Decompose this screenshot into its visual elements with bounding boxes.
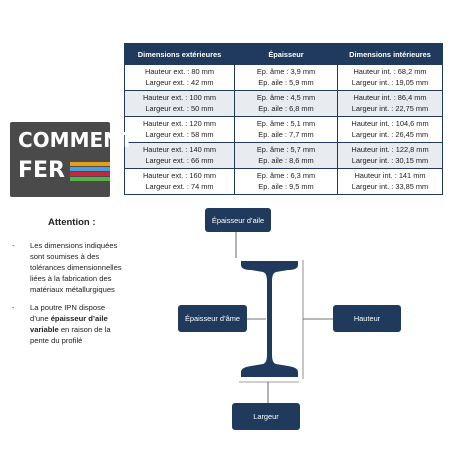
cell-epaisseur: Ep. âme : 6,3 mm Ep. aile : 9,5 mm [235, 169, 338, 195]
cell-dimensions-exterieures: Hauteur ext. : 80 mm Largeur ext. : 42 mm [125, 65, 235, 91]
cell-epaisseur: Ep. âme : 5,7 mm Ep. aile : 8,6 mm [235, 143, 338, 169]
label-epaisseur-aile: Épaisseur d’aile [205, 208, 271, 232]
cell-epaisseur: Ep. âme : 5,1 mm Ep. aile : 7,7 mm [235, 117, 338, 143]
cell-dimensions-exterieures: Hauteur ext. : 100 mm Largeur ext. : 50 mm [125, 91, 235, 117]
cell-dimensions-interieures: Hauteur int. : 68,2 mm Largeur int. : 19,05 mm [338, 65, 443, 91]
cell-dimensions-interieures: Hauteur int. : 104,6 mm Largeur int. : 26,45 mm [338, 117, 443, 143]
label-hauteur: Hauteur [333, 305, 401, 332]
cell-dimensions-interieures: Hauteur int. : 141 mm Largeur int. : 33,85 mm [338, 169, 443, 195]
cell-epaisseur: Ep. âme : 3,9 mm Ep. aile : 5,9 mm [235, 65, 338, 91]
cell-dimensions-exterieures: Hauteur ext. : 140 mm Largeur ext. : 66 mm [125, 143, 235, 169]
note-epaisseur-variable: - La poutre IPN dispose d’une épaisseur d’aile variable en raison de la pente du profilé [12, 303, 111, 345]
header-dimensions-exterieures: Dimensions extérieures [125, 44, 235, 65]
cell-dimensions-interieures: Hauteur int. : 122,8 mm Largeur int. : 30,15 mm [338, 143, 443, 169]
label-epaisseur-ame: Épaisseur d’âme [178, 305, 247, 332]
logo-text-fer: FER [18, 158, 65, 183]
attention-title: Attention : [48, 217, 96, 228]
cell-dimensions-exterieures: Hauteur ext. : 120 mm Largeur ext. : 58 mm [125, 117, 235, 143]
cell-epaisseur: Ep. âme : 4,5 mm Ep. aile : 6,8 mm [235, 91, 338, 117]
header-dimensions-interieures: Dimensions intérieures [338, 44, 443, 65]
logo-text-comment: COMMENT [18, 128, 134, 152]
note-tolerances: - Les dimensions indiquées sont soumises à des tolérances dimensionnelles liées à la fabrication des matériaux métallurgiques [12, 241, 122, 294]
header-epaisseur: Épaisseur [235, 44, 338, 65]
label-largeur: Largeur [232, 403, 300, 430]
cell-dimensions-interieures: Hauteur int. : 86,4 mm Largeur int. : 22,75 mm [338, 91, 443, 117]
cell-dimensions-exterieures: Hauteur ext. : 160 mm Largeur ext. : 74 mm [125, 169, 235, 195]
